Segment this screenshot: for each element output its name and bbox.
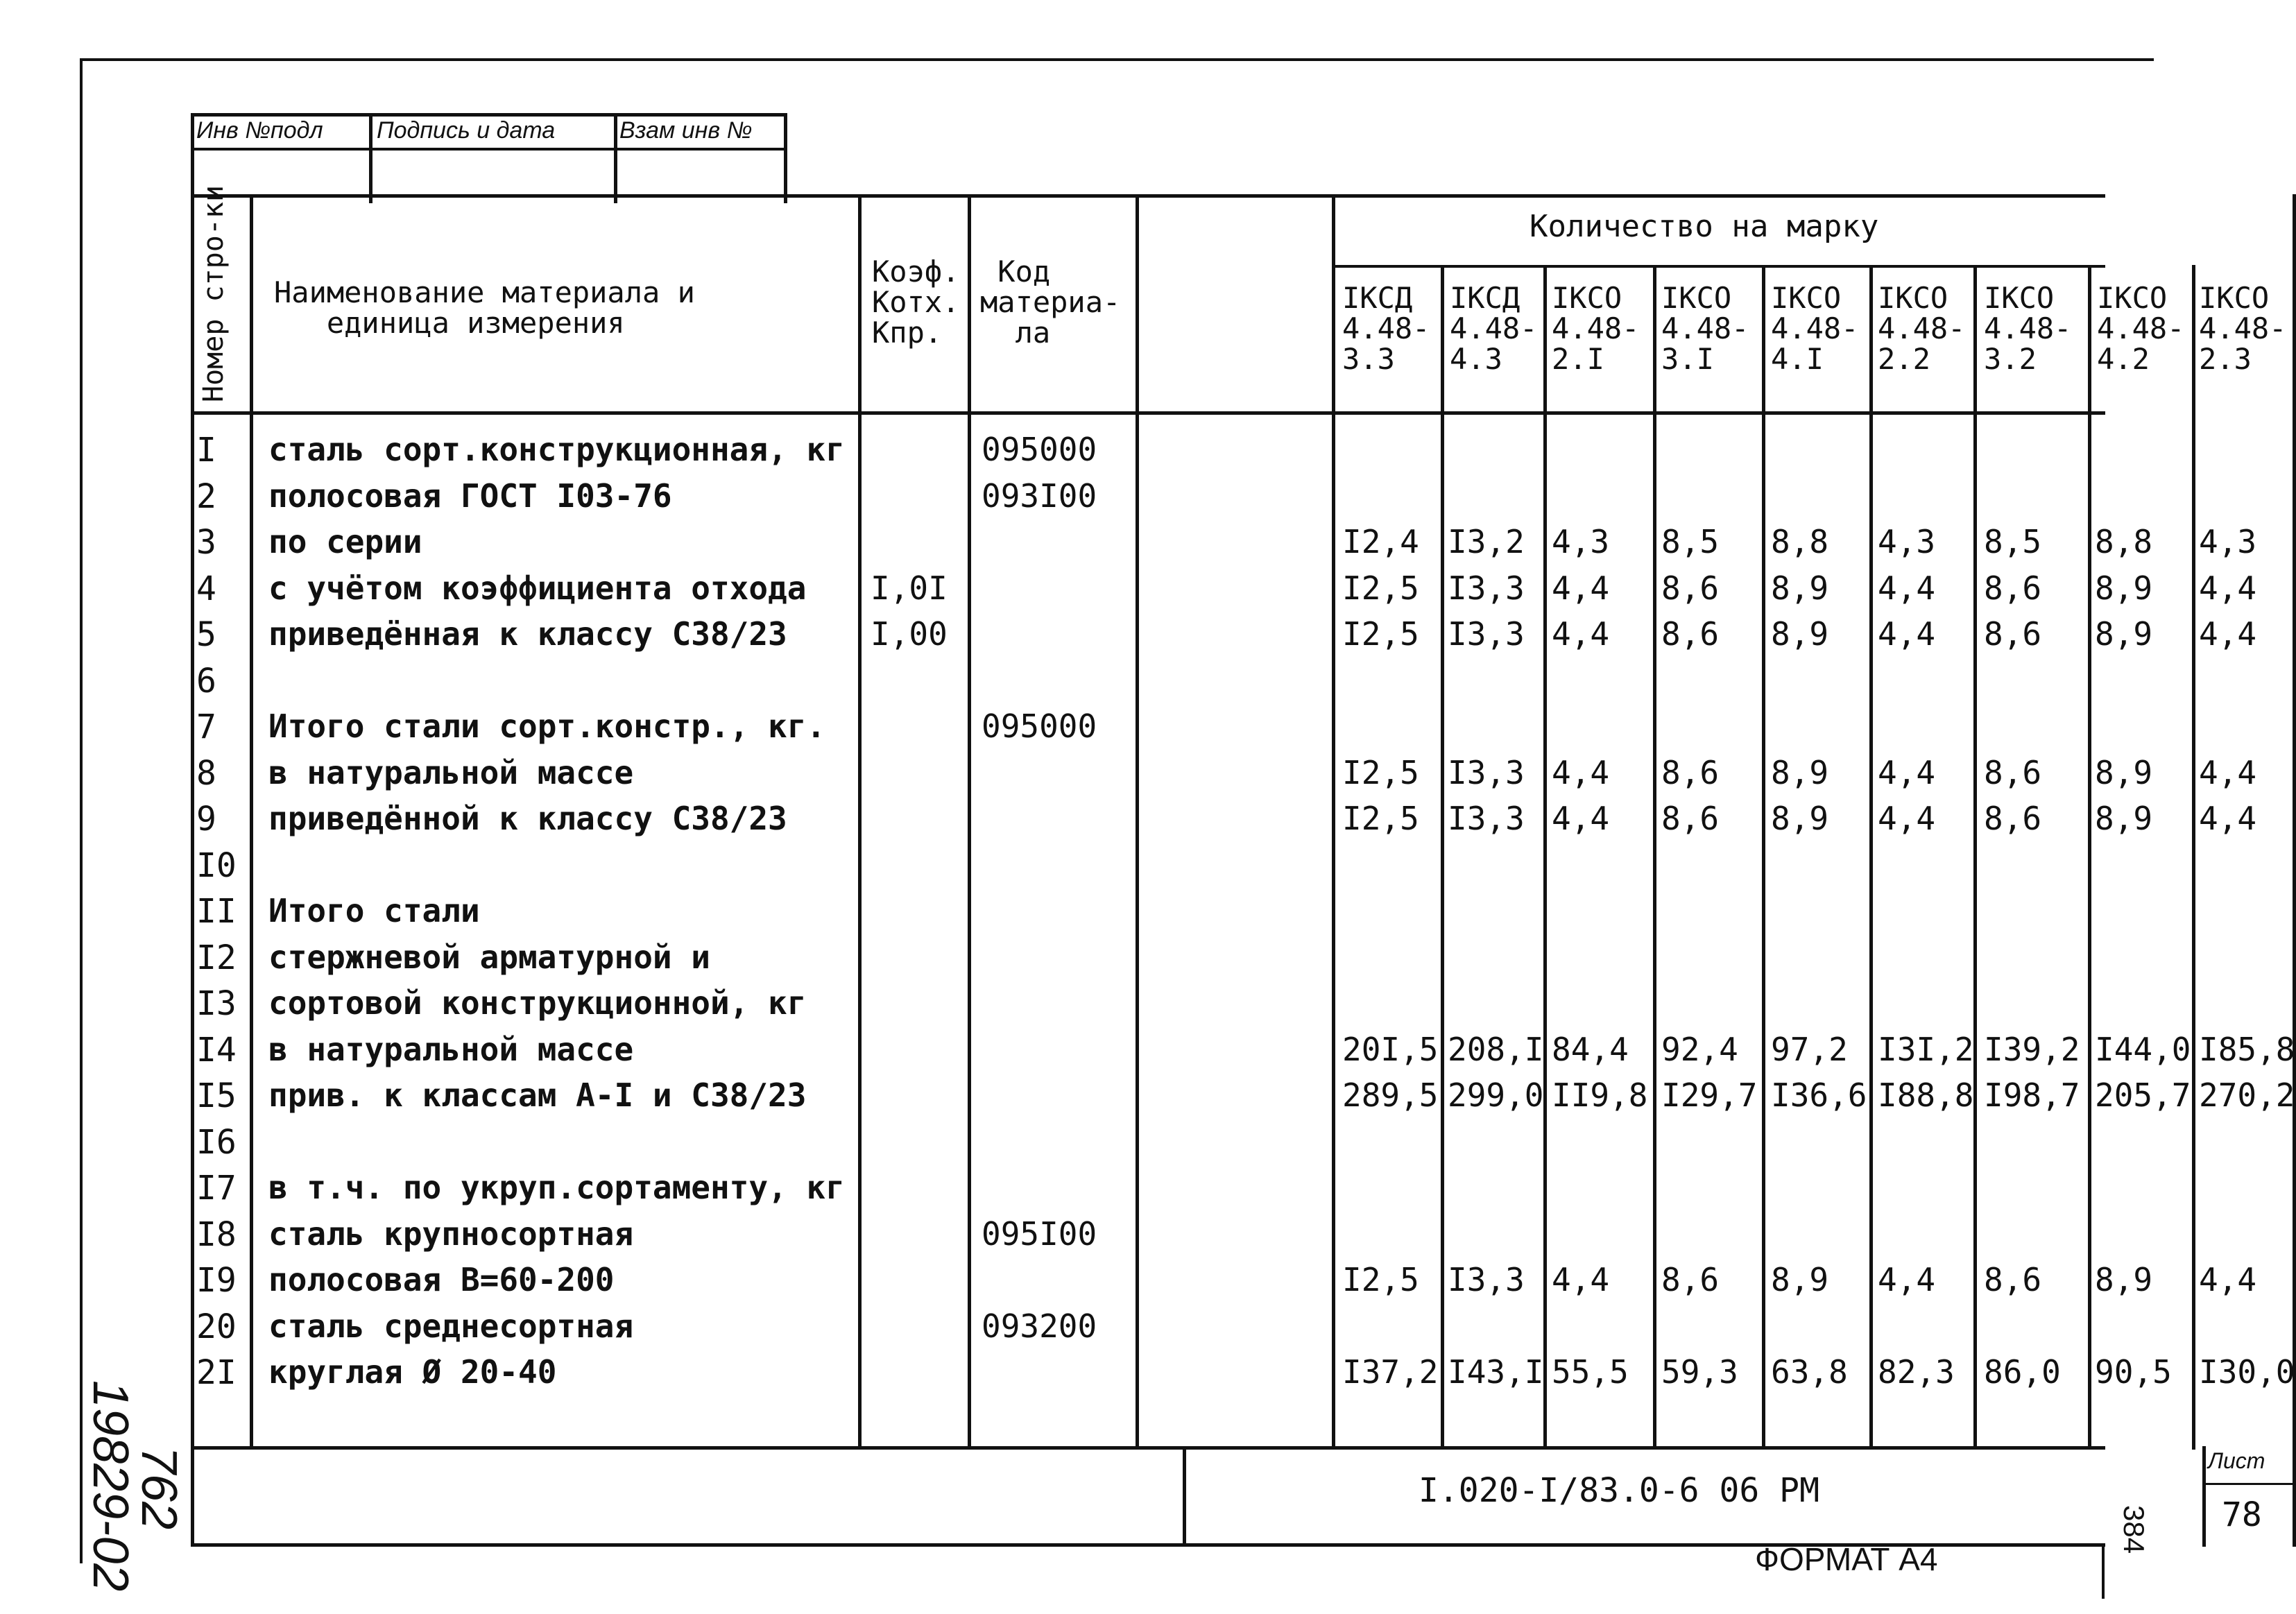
- material-name: полосовая ГОСТ I03-76: [268, 477, 672, 515]
- sheet-label: Лист: [2208, 1448, 2265, 1473]
- quantity-cell: 8,9: [1771, 753, 1829, 791]
- quantity-cell: II9,8: [1552, 1076, 1648, 1114]
- mark-header: IКСО 4.48- 4.I: [1771, 281, 1859, 376]
- quantity-cell: 8,6: [1661, 1261, 1720, 1298]
- quantity-cell: 4,4: [1552, 569, 1610, 607]
- mark-header: IКСО 4.48- 3.2: [1984, 281, 2072, 376]
- material-name: приведённой к классу С38/23: [268, 800, 787, 837]
- quantity-cell: 8,9: [1771, 569, 1829, 607]
- quantity-cell: 8,6: [1984, 615, 2042, 653]
- material-name: в натуральной массе: [268, 753, 634, 791]
- format-label: ФОРМАТ А4: [1755, 1541, 1938, 1577]
- code-header: Код материа- ла: [980, 255, 1121, 350]
- mark-header: IКСО 4.48- 2.I: [1552, 281, 1640, 376]
- quantity-cell: 8,6: [1661, 800, 1720, 837]
- quantity-cell: 4,4: [2199, 569, 2257, 607]
- material-name: сортовой конструкционной, кг: [268, 984, 807, 1022]
- quantity-cell: 205,7: [2095, 1076, 2191, 1114]
- quantity-cell: I3I,2: [1878, 1030, 1974, 1068]
- material-code: 093I00: [982, 477, 1097, 515]
- material-name: сталь крупносортная: [268, 1214, 634, 1253]
- coef-value: I,00: [871, 615, 948, 653]
- quantity-cell: 8,9: [2095, 615, 2153, 653]
- row-number: 2: [196, 477, 216, 516]
- material-name: круглая Ø 20-40: [268, 1353, 557, 1391]
- quantity-cell: I98,7: [1984, 1076, 2080, 1114]
- stamp-replace-label: Взам инв №: [619, 117, 753, 144]
- quantity-cell: 8,6: [1984, 800, 2042, 837]
- quantity-cell: 8,6: [1661, 615, 1720, 653]
- quantity-cell: 4,4: [2199, 753, 2257, 791]
- quantity-cell: 4,4: [1878, 1261, 1936, 1298]
- quantity-cell: I39,2: [1984, 1030, 2080, 1068]
- row-number-header: Номер стро-ки: [198, 184, 230, 402]
- quantity-cell: I43,I: [1448, 1353, 1544, 1391]
- row-number: 4: [196, 569, 216, 608]
- mark-header: IКСО 4.48- 2.2: [1878, 281, 1966, 376]
- quantity-cell: I36,6: [1771, 1076, 1867, 1114]
- quantity-cell: 8,6: [1661, 569, 1720, 607]
- quantity-cell: 4,4: [1552, 800, 1610, 837]
- row-number: I6: [196, 1122, 237, 1162]
- mark-header: IКСО 4.48- 4.2: [2097, 281, 2185, 376]
- quantity-cell: 8,5: [1661, 523, 1720, 560]
- quantity-header: Количество на марку: [1530, 209, 1879, 244]
- quantity-cell: 8,8: [2095, 523, 2153, 560]
- row-number: I5: [196, 1076, 237, 1115]
- quantity-cell: 208,I: [1448, 1030, 1544, 1068]
- mark-header: IКСО 4.48- 2.3: [2199, 281, 2287, 376]
- quantity-cell: 90,5: [2095, 1353, 2172, 1391]
- mark-header: IКСО 4.48- 3.I: [1661, 281, 1749, 376]
- material-name: с учётом коэффициента отхода: [268, 569, 807, 607]
- row-number: 5: [196, 615, 216, 654]
- quantity-cell: 299,0: [1448, 1076, 1544, 1114]
- stamp-inv-label: Инв №подл: [196, 117, 323, 144]
- material-name: в т.ч. по укруп.сортаменту, кг: [268, 1169, 845, 1206]
- quantity-cell: I29,7: [1661, 1076, 1758, 1114]
- coef-value: I,0I: [871, 569, 948, 607]
- row-number: 20: [196, 1307, 237, 1346]
- margin-number: 762: [131, 1446, 187, 1530]
- quantity-cell: 8,9: [2095, 1261, 2153, 1298]
- side-tick: [2102, 1547, 2105, 1599]
- quantity-cell: 82,3: [1878, 1353, 1955, 1391]
- quantity-cell: I2,5: [1342, 753, 1419, 791]
- mark-header: IКСД 4.48- 4.3: [1450, 281, 1538, 376]
- row-number: 6: [196, 661, 216, 701]
- page-left-border: [80, 58, 83, 1563]
- quantity-cell: 4,4: [1878, 753, 1936, 791]
- coef-header: Коэф. Котх. Кпр.: [872, 255, 960, 350]
- quantity-cell: 4,3: [1552, 523, 1610, 560]
- quantity-cell: I3,3: [1448, 753, 1525, 791]
- quantity-cell: 8,8: [1771, 523, 1829, 560]
- quantity-cell: 8,9: [2095, 569, 2153, 607]
- quantity-cell: I2,5: [1342, 800, 1419, 837]
- row-number: I7: [196, 1169, 237, 1208]
- row-number: I: [196, 431, 216, 470]
- stamp-block: [191, 113, 787, 203]
- material-name: прив. к классам А-I и С38/23: [268, 1076, 807, 1114]
- material-name: приведённая к классу С38/23: [268, 615, 787, 653]
- quantity-cell: I3,2: [1448, 523, 1525, 560]
- quantity-cell: I2,5: [1342, 569, 1419, 607]
- row-number: I0: [196, 845, 237, 885]
- material-name: сталь среднесортная: [268, 1307, 634, 1345]
- quantity-cell: 4,3: [2199, 523, 2257, 560]
- name-header: Наименование материала и единица измерения: [274, 275, 695, 340]
- quantity-cell: I30,0: [2199, 1353, 2295, 1391]
- quantity-cell: I88,8: [1878, 1076, 1974, 1114]
- quantity-cell: 4,3: [1878, 523, 1936, 560]
- quantity-cell: 4,4: [2199, 800, 2257, 837]
- quantity-cell: 4,4: [1878, 569, 1936, 607]
- material-name: по серии: [268, 523, 422, 560]
- quantity-cell: 86,0: [1984, 1353, 2061, 1391]
- quantity-cell: 97,2: [1771, 1030, 1848, 1068]
- quantity-cell: 8,9: [1771, 1261, 1829, 1298]
- quantity-cell: 59,3: [1661, 1353, 1738, 1391]
- row-number: 2I: [196, 1353, 237, 1392]
- row-number: I2: [196, 938, 237, 977]
- material-name: Итого стали сорт.констр., кг.: [268, 707, 826, 745]
- quantity-cell: 289,5: [1342, 1076, 1439, 1114]
- quantity-cell: 8,6: [1984, 569, 2042, 607]
- quantity-cell: 8,6: [1661, 753, 1720, 791]
- material-name: Итого стали: [268, 892, 480, 929]
- quantity-cell: 270,2: [2199, 1076, 2295, 1114]
- material-code: 095000: [982, 431, 1097, 468]
- quantity-cell: 84,4: [1552, 1030, 1629, 1068]
- material-code: 095000: [982, 707, 1097, 745]
- row-number: I3: [196, 984, 237, 1023]
- quantity-cell: I3,3: [1448, 615, 1525, 653]
- quantity-cell: 8,6: [1984, 753, 2042, 791]
- quantity-cell: 8,9: [2095, 753, 2153, 791]
- quantity-cell: 4,4: [2199, 615, 2257, 653]
- quantity-cell: 20I,5: [1342, 1030, 1439, 1068]
- quantity-cell: I44,0: [2095, 1030, 2191, 1068]
- quantity-cell: I2,4: [1342, 523, 1419, 560]
- quantity-cell: 8,9: [2095, 800, 2153, 837]
- quantity-cell: I3,3: [1448, 569, 1525, 607]
- row-number: II: [196, 892, 237, 931]
- row-number: I8: [196, 1214, 237, 1254]
- quantity-cell: 55,5: [1552, 1353, 1629, 1391]
- quantity-cell: 8,6: [1984, 1261, 2042, 1298]
- quantity-cell: I3,3: [1448, 1261, 1525, 1298]
- material-code: 093200: [982, 1307, 1097, 1345]
- quantity-cell: I37,2: [1342, 1353, 1439, 1391]
- page-top-border: [80, 58, 2154, 61]
- quantity-cell: 92,4: [1661, 1030, 1738, 1068]
- quantity-cell: 4,4: [1552, 615, 1610, 653]
- row-number: 3: [196, 523, 216, 562]
- stamp-sign-label: Подпись и дата: [377, 117, 556, 144]
- quantity-cell: 8,9: [1771, 615, 1829, 653]
- quantity-cell: 63,8: [1771, 1353, 1848, 1391]
- quantity-cell: I2,5: [1342, 615, 1419, 653]
- document-designation: I.020-I/83.0-6 06 РМ: [1419, 1471, 1819, 1510]
- row-number: 9: [196, 800, 216, 839]
- material-name: стержневой арматурной и: [268, 938, 710, 976]
- margin-code: 19829-02: [83, 1380, 138, 1592]
- quantity-cell: I85,8: [2199, 1030, 2295, 1068]
- row-number: I9: [196, 1261, 237, 1300]
- quantity-cell: I2,5: [1342, 1261, 1419, 1298]
- material-code: 095I00: [982, 1214, 1097, 1253]
- row-number: 8: [196, 753, 216, 793]
- quantity-cell: 4,4: [2199, 1261, 2257, 1298]
- material-name: полосовая В=60-200: [268, 1261, 615, 1298]
- quantity-cell: 4,4: [1878, 800, 1936, 837]
- quantity-cell: 8,9: [1771, 800, 1829, 837]
- quantity-cell: 4,4: [1878, 615, 1936, 653]
- sheet-number: 78: [2222, 1495, 2262, 1534]
- material-name: сталь сорт.конструкционная, кг: [268, 431, 845, 468]
- mark-header: IКСД 4.48- 3.3: [1342, 281, 1430, 376]
- quantity-cell: I3,3: [1448, 800, 1525, 837]
- side-number: 384: [2118, 1505, 2150, 1554]
- quantity-cell: 4,4: [1552, 753, 1610, 791]
- quantity-cell: 8,5: [1984, 523, 2042, 560]
- row-number: 7: [196, 707, 216, 746]
- material-name: в натуральной массе: [268, 1030, 634, 1068]
- row-number: I4: [196, 1030, 237, 1070]
- quantity-cell: 4,4: [1552, 1261, 1610, 1298]
